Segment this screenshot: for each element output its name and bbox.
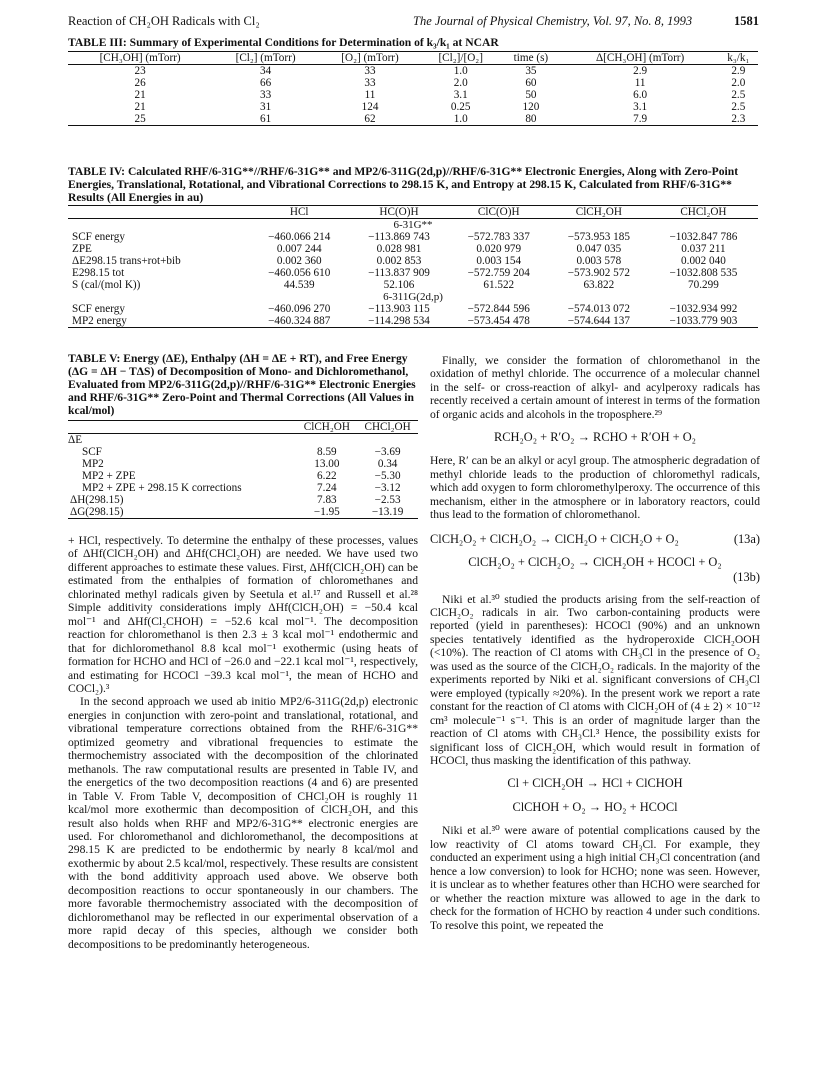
table-row: [68, 243, 758, 255]
table4-cell: 0.003 154: [476, 255, 522, 267]
table5-cell: 8.59: [317, 446, 337, 458]
table4-cell: −574.013 072: [567, 303, 630, 315]
header-left: Reaction of CH₂OH Radicals with Cl₂: [68, 14, 260, 28]
table4-cell: 0.047 035: [576, 243, 622, 255]
table4-cell: −1032.847 786: [669, 231, 738, 243]
left-paragraph-2: In the second approach we used ab initio MP2/6-311G(2d,p) electronic energies in conjunction with zero-point and translational, rotational, and vibrational temperature corrections obtained from the RHF/6-31G** optimized geometry and vibrational frequencies to estimate the thermochemistry associated with the decomposition of the chlorinated methanols. The raw computational results are presented in Table IV, and the energetics of the two decomposition reactions (4 and 6) are presented in Table V. From Table V, decomposition of CHCl₂OH is roughly 11 kcal/mol more exothermic than decomposition of ClCH₂OH, and this result also holds when RHF and MP2/6-31G** electronic energies are used. For chloromethanol and dichloromethanol, the decompositions at 298.15 K are predicted to be endothermic by nearly 8 kcal/mol and exothermic by about 2.5 kcal/mol, respectively. These results are consistent with the bond additivity approach used above. We observe both decomposition reactions to occur spontaneously in our chambers. The more favorable thermochemistry associated with the decomposition of dichloromethanol may be reflected in our experimental observation of a more rapid decay of this species, although we consider both decompositions to be predominantly heterogeneous.: [68, 695, 418, 951]
equation-cl-abstraction: Cl + ClCH₂OH → HCl + ClCHOH: [507, 776, 683, 791]
table4-cell: −113.869 743: [368, 231, 430, 243]
table3-column-header: [CH₃OH] (mTorr): [99, 52, 181, 64]
table4-cell: −574.644 137: [567, 315, 630, 327]
table3-cell: 2.9: [731, 65, 746, 77]
table4-cell: 0.002 853: [376, 255, 422, 267]
table4-column-header: ClCH₂OH: [575, 206, 622, 218]
table5-cell: −2.53: [374, 494, 401, 506]
table5-row-label: SCF: [82, 446, 102, 458]
table4-row-label: ZPE: [72, 243, 92, 255]
table-section-row: [68, 219, 758, 232]
table3-column-header: [Cl₂]/[O₂]: [438, 52, 483, 64]
table3-column-header: Δ[CH₃OH] (mTorr): [595, 52, 685, 64]
table3-cell: 33: [259, 89, 272, 101]
table3-cell: 31: [259, 101, 272, 113]
left-column: [68, 534, 418, 951]
table4-cell: 61.522: [483, 279, 515, 291]
table4-cell: −1032.808 535: [669, 267, 738, 279]
table3-cell: 21: [134, 89, 146, 101]
table4-cell: −114.298 534: [368, 315, 430, 327]
table4-cell: −460.066 214: [268, 231, 331, 243]
table4-cell: −460.096 270: [268, 303, 331, 315]
right-paragraph-4: Niki et al.³⁰ were aware of potential complications caused by the low reactivity of Cl atoms toward CH₃Cl. For example, they conducted an experiment using a high initial CH₃Cl concentration (and hence a low conversion) to look for HCHO; none was seen. However, it is unclear as to whether features other than HCHO were searched for or whether the reaction mixture was allowed to age in the dark to check for the formation of HCHO by reaction 4 under such conditions. To resolve this point, we repeated the: [430, 824, 760, 932]
running-header: [68, 14, 759, 32]
journal-citation: The Journal of Physical Chemistry, Vol. 97, No. 8, 1993: [413, 14, 693, 28]
right-paragraph-3: Niki et al.³⁰ studied the products arising from the self-reaction of ClCH₂O₂ radicals in air. Two carbon-containing products were reported (yield in parentheses): HCOCl (90%) and an unknown species tentatively identified as the hydroperoxide ClCH₂OOH (<10%). The reaction of Cl atoms with CH₃Cl in the presence of O₂ was used as the source of the ClCH₂O₂ radicals. In the majority of the experiments reported by Niki et al. significant conversions of CH₃Cl were employed (typically ≈20%). In the present work we report a rate constant for the reaction of Cl atoms with ClCH₂OH of (4 ± 2) × 10⁻¹² cm³ molecule⁻¹ s⁻¹. This is an order of magnitude larger than the reaction of Cl atoms with CH₃Cl.³ Hence, the possibility exists for significant loss of ClCH₂OH, which would result in formation of HCOCl, thus masking the identification of this pathway.: [430, 592, 760, 767]
table3-cell: 34: [259, 65, 272, 77]
table3-label: TABLE III:: [68, 36, 127, 49]
table4-column-header: [68, 206, 249, 219]
table4-cell: −572.759 204: [467, 267, 530, 279]
table4-cell: −573.953 185: [567, 231, 630, 243]
table4-column-header: HCl: [289, 206, 309, 218]
table3-cell: 3.1: [633, 101, 648, 113]
table5-cell: 13.00: [314, 458, 340, 470]
table5-cell: −1.95: [313, 506, 340, 518]
table-section-row: [68, 291, 758, 303]
table5: [68, 420, 418, 519]
table3-cell: 2.9: [633, 65, 648, 77]
table3-cell: 80: [525, 113, 537, 125]
equation-13a: [430, 532, 760, 547]
table4-cell: −460.056 610: [268, 267, 331, 279]
table5-caption: [68, 352, 418, 417]
table4-cell: 0.003 578: [576, 255, 622, 267]
table4-label: TABLE IV:: [68, 165, 126, 178]
table4-section-label: 6-311G(2d,p): [383, 291, 443, 303]
table3-column-header: [Cl₂] (mTorr): [235, 52, 296, 64]
table4-cell: −1032.934 992: [669, 303, 738, 315]
table3-cell: 23: [134, 65, 146, 77]
table3-cell: 3.1: [453, 89, 468, 101]
table3-column-header: time (s): [513, 52, 549, 64]
table3-cell: 6.0: [633, 89, 648, 101]
table3-cell: 50: [525, 89, 537, 101]
table4: [68, 205, 758, 328]
table5-cell: 7.24: [317, 482, 337, 494]
table3-cell: 33: [364, 65, 376, 77]
table5-cell: 6.22: [317, 470, 337, 482]
table5-label: TABLE V:: [68, 352, 121, 365]
table4-cell: 0.020 979: [476, 243, 522, 255]
table4-cell: −572.783 337: [467, 231, 530, 243]
table3-cell: 26: [134, 77, 146, 89]
table4-row-label: ΔE298.15 trans+rot+bib: [72, 255, 181, 267]
table3-cell: 2.3: [731, 113, 746, 125]
table5-column-header: [68, 421, 296, 434]
equation-13a-body: ClCH₂O₂ + ClCH₂O₂ → ClCH₂O + ClCH₂O + O₂: [430, 531, 679, 546]
table5-row-label: ΔG(298.15): [70, 506, 124, 518]
table-row: [68, 267, 758, 279]
table5-cell: −3.69: [374, 446, 401, 458]
table3-cell: 7.9: [633, 113, 648, 125]
table3-cell: 1.0: [453, 65, 468, 77]
table5-cell: 7.83: [317, 494, 337, 506]
table4-cell: −572.844 596: [467, 303, 530, 315]
table4-column-header: CHCl₂OH: [680, 206, 727, 218]
table5-row-label: MP2 + ZPE + 298.15 K corrections: [82, 482, 242, 494]
table3-cell: 124: [361, 101, 379, 113]
table4-row-label: MP2 energy: [72, 315, 127, 327]
table-row: [68, 101, 758, 113]
table4-cell: 0.002 360: [276, 255, 322, 267]
table4-cell: −113.903 115: [368, 303, 430, 315]
table5-group-label: ΔE: [68, 434, 83, 446]
table-row: [68, 458, 418, 470]
table-row: [68, 65, 758, 78]
right-paragraph-1: Finally, we consider the formation of chloromethanol in the oxidation of methyl chloride. The occurrence of a molecular channel in the self- or cross-reaction of alkyl- and acylperoxy radicals has recently received a certain amount of interest in terms of the formation of organic acids and alcohols in the troposphere.²⁹: [430, 354, 760, 421]
table4-cell: −573.454 478: [467, 315, 530, 327]
table3-cell: 35: [525, 65, 537, 77]
table5-title: Energy (ΔE), Enthalpy (ΔH = ΔE + RT), and Free Energy (ΔG = ΔH − TΔS) of Decomposition of Mono- and Dichloromethanol, Evaluated from MP2/6-311G(2d,p)//RHF/6-31G** Electronic Energies and RHF/6-31G** Zero-Point and Thermal Corrections (All Values in kcal/mol): [68, 352, 416, 417]
table4-cell: −460.324 887: [268, 315, 331, 327]
table-row: [68, 506, 418, 519]
table3-cell: 2.0: [453, 77, 468, 89]
right-paragraph-2: Here, R′ can be an alkyl or acyl group. The atmospheric degradation of methyl chloride leads to the production of chloromethyl radicals, which add oxygen to form chloromethylperoxy. The occurrence of this mechanism, either in the atmosphere or in laboratory reactors, could thus lead to the formation of chloromethanol.: [430, 454, 760, 522]
page-number: 1581: [734, 14, 759, 28]
table5-cell: −5.30: [374, 470, 401, 482]
table-row: [68, 446, 418, 458]
table3-cell: 120: [522, 101, 540, 113]
table4-title: Calculated RHF/6-31G**//RHF/6-31G** and MP2/6-311G(2d,p)//RHF/6-31G** Electronic Energies, Along with Zero-Point Energies, Translational, Rotational, and Vibrational Corrections to 298.15 K, and Entropy at 298.15 K, Calculated from RHF/6-31G** Results (All Energies in au): [68, 165, 739, 204]
table4-cell: 44.539: [283, 279, 315, 291]
table5-row-label: MP2: [82, 458, 104, 470]
table3-cell: 0.25: [450, 101, 471, 113]
table3-cell: 61: [259, 113, 272, 125]
table3-cell: 21: [134, 101, 146, 113]
table4-cell: −113.837 909: [368, 267, 430, 279]
table4-column-header: ClC(O)H: [477, 206, 520, 218]
left-paragraph-1: + HCl, respectively. To determine the enthalpy of these processes, values of ΔHf(ClCH₂OH) and ΔHf(CHCl₂OH) are needed. We have used two different approaches to estimate these values. First, ΔHf(ClCH₂OH) can be estimated from the enthalpies of formation of chloromethanes and chlorinated methyl radicals given by Seetula et al.¹⁷ and Russell et al.²⁸ Simple additivity considerations imply ΔHf(ClCH₂OH) = −50.4 kcal mol⁻¹ and ΔHf(Cl₂CHOH) = −52.6 kcal mol⁻¹. The decomposition reaction for chloromethanol is then 2.3 ± 3 kcal mol⁻¹ endothermic and that for dichloromethanol 8.8 kcal mol⁻¹ exothermic (using heats of formation for HCHO and HCl of −26.0 and −22.1 kcal mol⁻¹, respectively, and estimating for HCOCl −39.3 kcal mol⁻¹, the mean of HCHO and COCl₂).³: [68, 534, 418, 695]
table-row: [68, 470, 418, 482]
table3-cell: 11: [634, 77, 646, 89]
table3-title: Summary of Experimental Conditions for Determination of k₃/k₁ at NCAR: [129, 36, 499, 49]
table-row: [68, 113, 758, 126]
table-row: [68, 231, 758, 243]
table3-cell: 62: [364, 113, 376, 125]
table5-cell: −13.19: [371, 506, 404, 518]
equation-13a-number: (13a): [733, 531, 760, 546]
table4-cell: 0.037 211: [681, 243, 726, 255]
table3-cell: 11: [364, 89, 376, 101]
table5-cell: 0.34: [377, 458, 398, 470]
table4-cell: 63.822: [583, 279, 615, 291]
table3-cell: 1.0: [453, 113, 468, 125]
table5-row-label: ΔH(298.15): [70, 494, 124, 506]
table4-cell: −1033.779 903: [669, 315, 738, 327]
table-row: [68, 482, 418, 494]
table3-cell: 2.0: [731, 77, 746, 89]
table4-cell: 0.028 981: [376, 243, 422, 255]
table5-column-header: ClCH₂OH: [303, 421, 350, 433]
table4-row-label: E298.15 tot: [72, 267, 125, 279]
table3-column-header: k₃/k₁: [727, 52, 750, 64]
table4-cell: −573.902 572: [567, 267, 630, 279]
table5-row-label: MP2 + ZPE: [82, 470, 136, 482]
table3-cell: 60: [525, 77, 537, 89]
table4-cell: 0.002 040: [681, 255, 726, 267]
table4-row-label: S (cal/(mol K)): [72, 279, 141, 291]
table3-column-header: [O₂] (mTorr): [341, 52, 399, 64]
table4-row-label: SCF energy: [72, 303, 125, 315]
table4-cell: 0.007 244: [276, 243, 322, 255]
table-row: [68, 89, 758, 101]
table-row: [68, 77, 758, 89]
equation-o2-reaction: ClCHOH + O₂ → HO₂ + HCOCl: [512, 800, 678, 815]
table5-cell: −3.12: [374, 482, 401, 494]
table5-column-header: CHCl₂OH: [364, 421, 411, 433]
table3-cell: 2.5: [731, 101, 746, 113]
table3-cell: 33: [364, 77, 376, 89]
table4-row-label: SCF energy: [72, 231, 125, 243]
table3-cell: 25: [134, 113, 146, 125]
table3-cell: 66: [259, 77, 272, 89]
table4-caption: [68, 165, 758, 204]
table3: [68, 51, 758, 126]
table-row: [68, 279, 758, 291]
equation-peroxy: RCH₂O₂ + R′O₂ → RCHO + R′OH + O₂: [493, 430, 696, 445]
table-row: [68, 303, 758, 315]
table4-cell: 52.106: [383, 279, 415, 291]
table-row: [68, 315, 758, 328]
table3-cell: 2.5: [731, 89, 746, 101]
table-row: [68, 494, 418, 506]
table4-section-label: 6-31G**: [393, 219, 433, 231]
table4-column-header: HC(O)H: [379, 206, 419, 218]
table-row: [68, 255, 758, 267]
equation-13b: ClCH₂O₂ + ClCH₂O₂ → ClCH₂OH + HCOCl + O₂: [468, 554, 722, 569]
table-group-row: [68, 434, 418, 447]
table4-cell: 70.299: [688, 279, 719, 291]
equation-13b-number: (13b): [733, 569, 760, 584]
table3-caption: [68, 36, 758, 49]
right-column: [430, 354, 760, 932]
